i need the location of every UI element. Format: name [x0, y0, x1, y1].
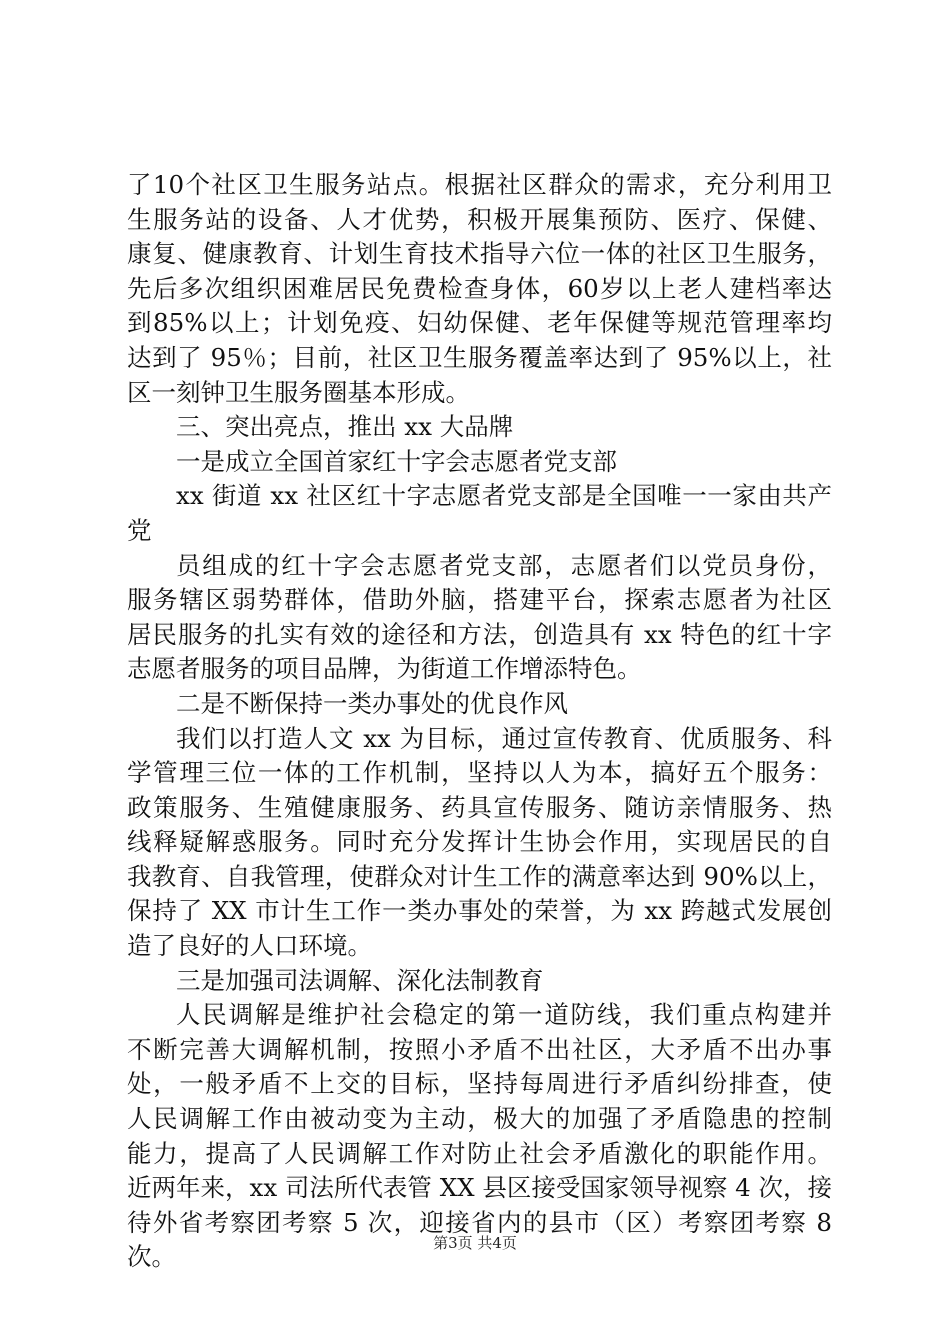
text-line: 人民调解是维护社会稳定的第一道防线，我们重点构建并 — [176, 1000, 832, 1030]
document-body — [127, 168, 832, 1275]
text-line: 员组成的红十字会志愿者党支部，志愿者们以党员身份， — [176, 550, 832, 580]
text-line: 二是不断保持一类办事处的优良作风 — [176, 688, 568, 718]
text-line: 我们以打造人文 xx 为目标，通过宣传教育、优质服务、科 — [176, 723, 832, 753]
text-line: 先后多次组织困难居民免费检查身体，60岁以上老人建档率达 — [127, 273, 832, 303]
text-line: 服务辖区弱势群体，借助外脑，搭建平台，探索志愿者为社区 — [127, 585, 832, 615]
text-line: 区一刻钟卫生服务圈基本形成。 — [127, 377, 470, 407]
text-line: 居民服务的扎实有效的途径和方法，创造具有 xx 特色的红十字 — [127, 619, 832, 649]
text-line: 康复、健康教育、计划生育技术指导六位一体的社区卫生服务， — [127, 239, 832, 269]
text-line: 能力，提高了人民调解工作对防止社会矛盾激化的职能作用。 — [127, 1138, 832, 1168]
text-line: 次。 — [127, 1242, 176, 1272]
text-line: 政策服务、生殖健康服务、药具宣传服务、随访亲情服务、热 — [127, 792, 832, 822]
text-line: 造了良好的人口环境。 — [127, 931, 372, 961]
text-line: 人民调解工作由被动变为主动，极大的加强了矛盾隐患的控制 — [127, 1104, 832, 1134]
text-line: 学管理三位一体的工作机制，坚持以人为本，搞好五个服务： — [127, 758, 832, 788]
text-line: 近两年来，xx 司法所代表管 XX 县区接受国家领导视察 4 次，接 — [127, 1173, 833, 1203]
text-line: 三、突出亮点，推出 xx 大品牌 — [176, 412, 514, 442]
text-line: 保持了 XX 市计生工作一类办事处的荣誉，为 xx 跨越式发展创 — [127, 896, 832, 926]
text-line: 三是加强司法调解、深化法制教育 — [176, 965, 544, 995]
text-line: 生服务站的设备、人才优势，积极开展集预防、医疗、保健、 — [127, 204, 832, 234]
text-line: 了10个社区卫生服务站点。根据社区群众的需求，充分利用卫 — [127, 170, 832, 199]
text-line: 不断完善大调解机制，按照小矛盾不出社区，大矛盾不出办事 — [127, 1034, 832, 1064]
text-line: 党 — [127, 515, 152, 545]
text-line: 志愿者服务的项目品牌，为街道工作增添特色。 — [127, 654, 642, 684]
text-line: 我教育、自我管理，使群众对计生工作的满意率达到 90%以上， — [127, 861, 832, 891]
text-line: 一是成立全国首家红十字会志愿者党支部 — [176, 446, 617, 476]
text-line: 达到了 95％；目前，社区卫生服务覆盖率达到了 95%以上，社 — [127, 342, 832, 372]
text-line: 到85%以上；计划免疫、妇幼保健、老年保健等规范管理率均 — [127, 308, 832, 338]
page-footer: 第3页 共4页 — [433, 1234, 517, 1252]
text-line: 处，一般矛盾不上交的目标，坚持每周进行矛盾纠纷排查，使 — [127, 1069, 832, 1099]
text-line: 待外省考察团考察 5 次，迎接省内的县市（区）考察团考察 8 — [127, 1207, 832, 1237]
text-line: xx 街道 xx 社区红十字志愿者党支部是全国唯一一家由共产 — [176, 481, 832, 511]
text-line: 线释疑解惑服务。同时充分发挥计生协会作用，实现居民的自 — [127, 827, 832, 857]
